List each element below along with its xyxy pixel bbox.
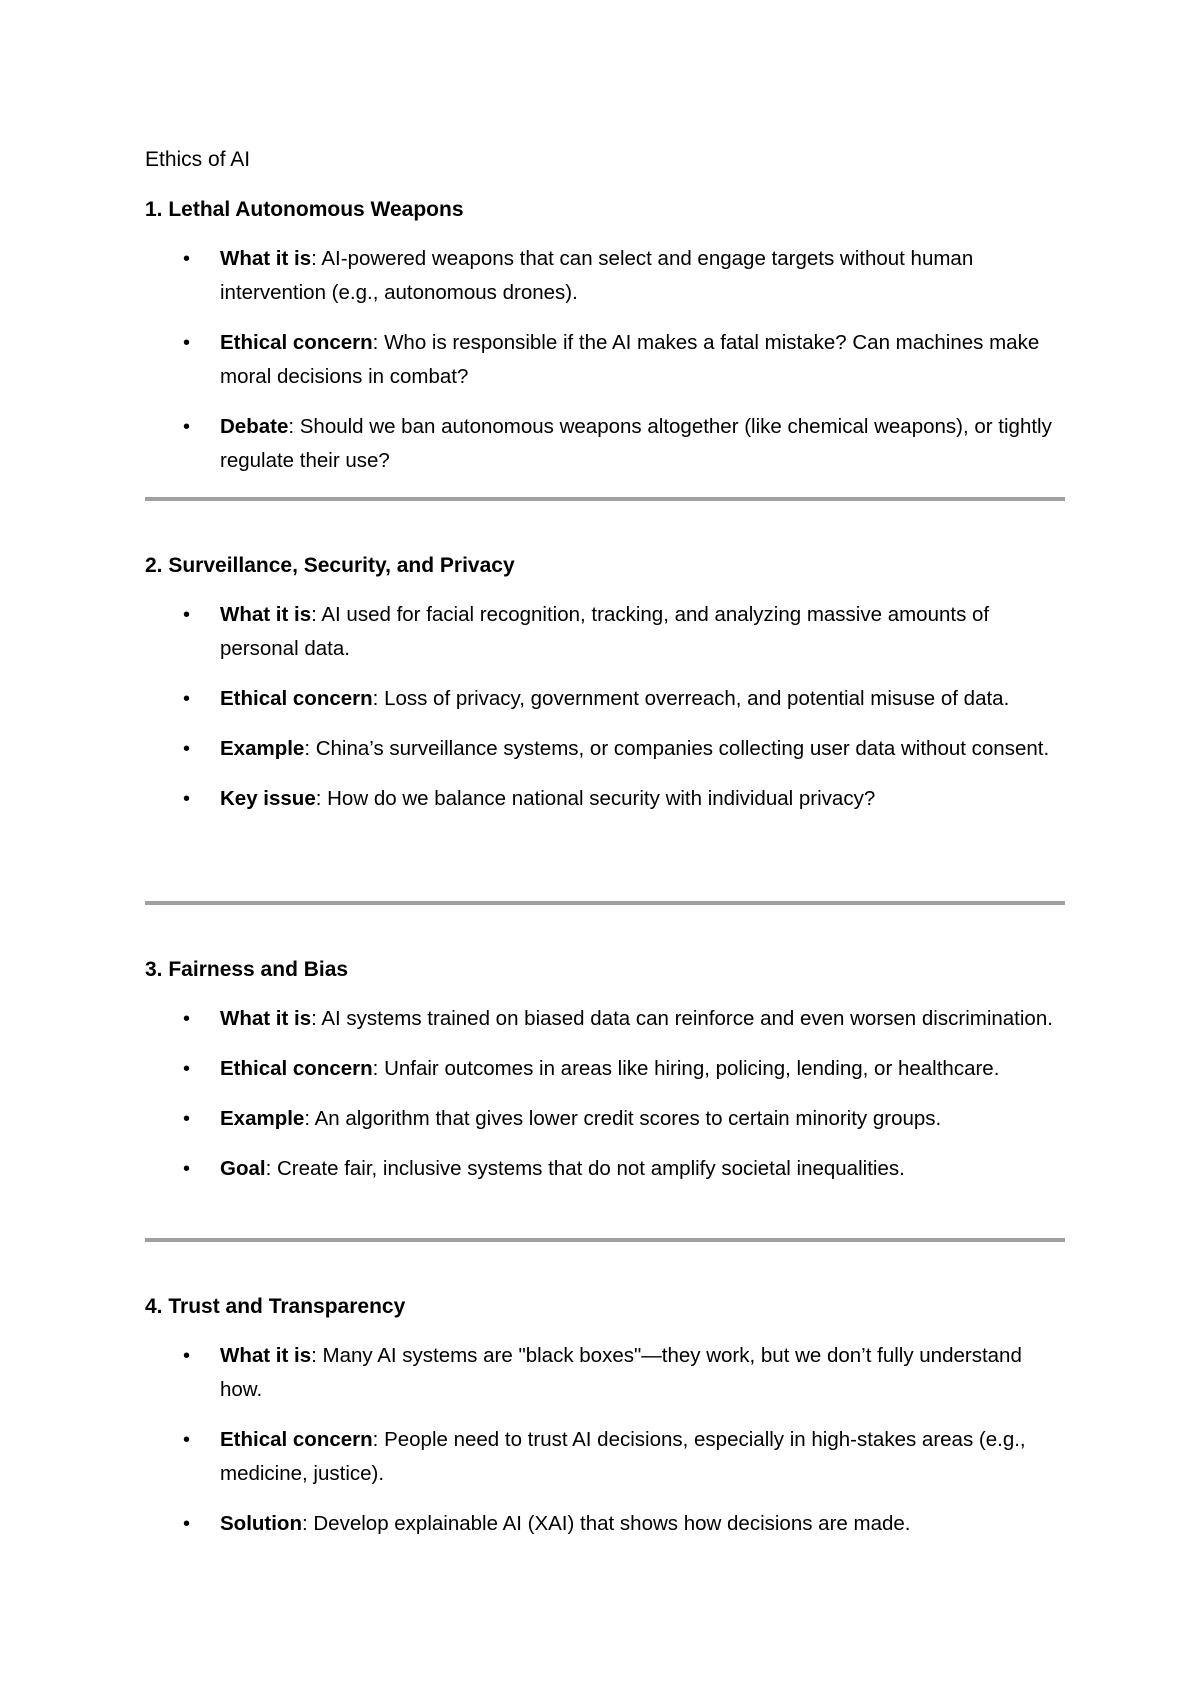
item-label: Debate [220,415,289,438]
section-heading: 4. Trust and Transparency [145,1295,406,1318]
bullet-icon: • [183,332,191,354]
section-fairness-bias [145,956,1065,1186]
list-item [145,1102,1065,1136]
list-item [145,410,1065,478]
bullet-list [145,242,1065,478]
item-label: Ethical concern [220,331,373,354]
list-item [145,1152,1065,1186]
section-divider [145,901,1065,905]
item-label: Example [220,1107,305,1130]
bullet-icon: • [183,738,191,760]
section-divider [145,497,1065,501]
item-text: : Create fair, inclusive systems that do not amplify societal inequalities. [265,1157,905,1180]
document-title: Ethics of AI [145,148,251,171]
bullet-list [145,1002,1065,1186]
item-label: Goal [220,1157,266,1180]
item-text: : AI-powered weapons that can select and engage targets without human intervention (e.g., autonomous drones). [220,247,974,304]
section-heading: 1. Lethal Autonomous Weapons [145,198,464,221]
item-text: : Unfair outcomes in areas like hiring, policing, lending, or healthcare. [372,1057,1000,1080]
item-text: : Should we ban autonomous weapons altogether (like chemical weapons), or tightly regulate their use? [220,415,1052,472]
item-text: : China’s surveillance systems, or companies collecting user data without consent. [304,737,1050,760]
bullet-icon: • [183,1429,191,1451]
bullet-icon: • [183,1008,191,1030]
bullet-list [145,1339,1065,1541]
item-label: Ethical concern [220,1428,373,1451]
list-item [145,242,1065,310]
item-text: : Many AI systems are "black boxes"—they work, but we don’t fully understand how. [220,1344,1022,1401]
item-text: : Loss of privacy, government overreach, and potential misuse of data. [372,687,1010,710]
bullet-icon: • [183,788,191,810]
bullet-icon: • [183,1345,191,1367]
list-item [145,732,1065,766]
list-item [145,598,1065,666]
list-item [145,1423,1065,1491]
bullet-icon: • [183,1158,191,1180]
section-heading: 2. Surveillance, Security, and Privacy [145,554,515,577]
item-text: : AI systems trained on biased data can reinforce and even worsen discrimination. [311,1007,1053,1030]
bullet-icon: • [183,248,191,270]
list-item [145,326,1065,394]
list-item [145,1507,1065,1541]
item-label: Example [220,737,305,760]
section-trust-transparency [145,1293,1065,1541]
item-label: What it is [220,247,312,270]
item-label: What it is [220,1344,312,1367]
bullet-icon: • [183,688,191,710]
item-label: Key issue [220,787,316,810]
bullet-icon: • [183,1108,191,1130]
item-text: : How do we balance national security with individual privacy? [315,787,876,810]
item-text: : Develop explainable AI (XAI) that shows how decisions are made. [301,1512,911,1535]
bullet-icon: • [183,416,191,438]
item-text: : An algorithm that gives lower credit scores to certain minority groups. [304,1107,942,1130]
bullet-icon: • [183,1513,191,1535]
item-text: : People need to trust AI decisions, especially in high-stakes areas (e.g., medicine, justice). [220,1428,1026,1485]
item-text: : Who is responsible if the AI makes a fatal mistake? Can machines make moral decisions in combat? [220,331,1040,388]
list-item [145,1339,1065,1407]
section-divider [145,1238,1065,1242]
item-label: Ethical concern [220,687,373,710]
section-heading: 3. Fairness and Bias [145,958,349,981]
item-label: What it is [220,603,312,626]
item-text: : AI used for facial recognition, tracking, and analyzing massive amounts of personal data. [220,603,990,660]
section-surveillance-security-privacy [145,552,1065,816]
list-item [145,1052,1065,1086]
bullet-icon: • [183,604,191,626]
item-label: Solution [220,1512,302,1535]
section-lethal-autonomous-weapons [145,196,1065,478]
item-label: What it is [220,1007,312,1030]
bullet-list [145,598,1065,816]
bullet-icon: • [183,1058,191,1080]
list-item [145,682,1065,716]
item-label: Ethical concern [220,1057,373,1080]
list-item [145,782,1065,816]
list-item [145,1002,1065,1036]
